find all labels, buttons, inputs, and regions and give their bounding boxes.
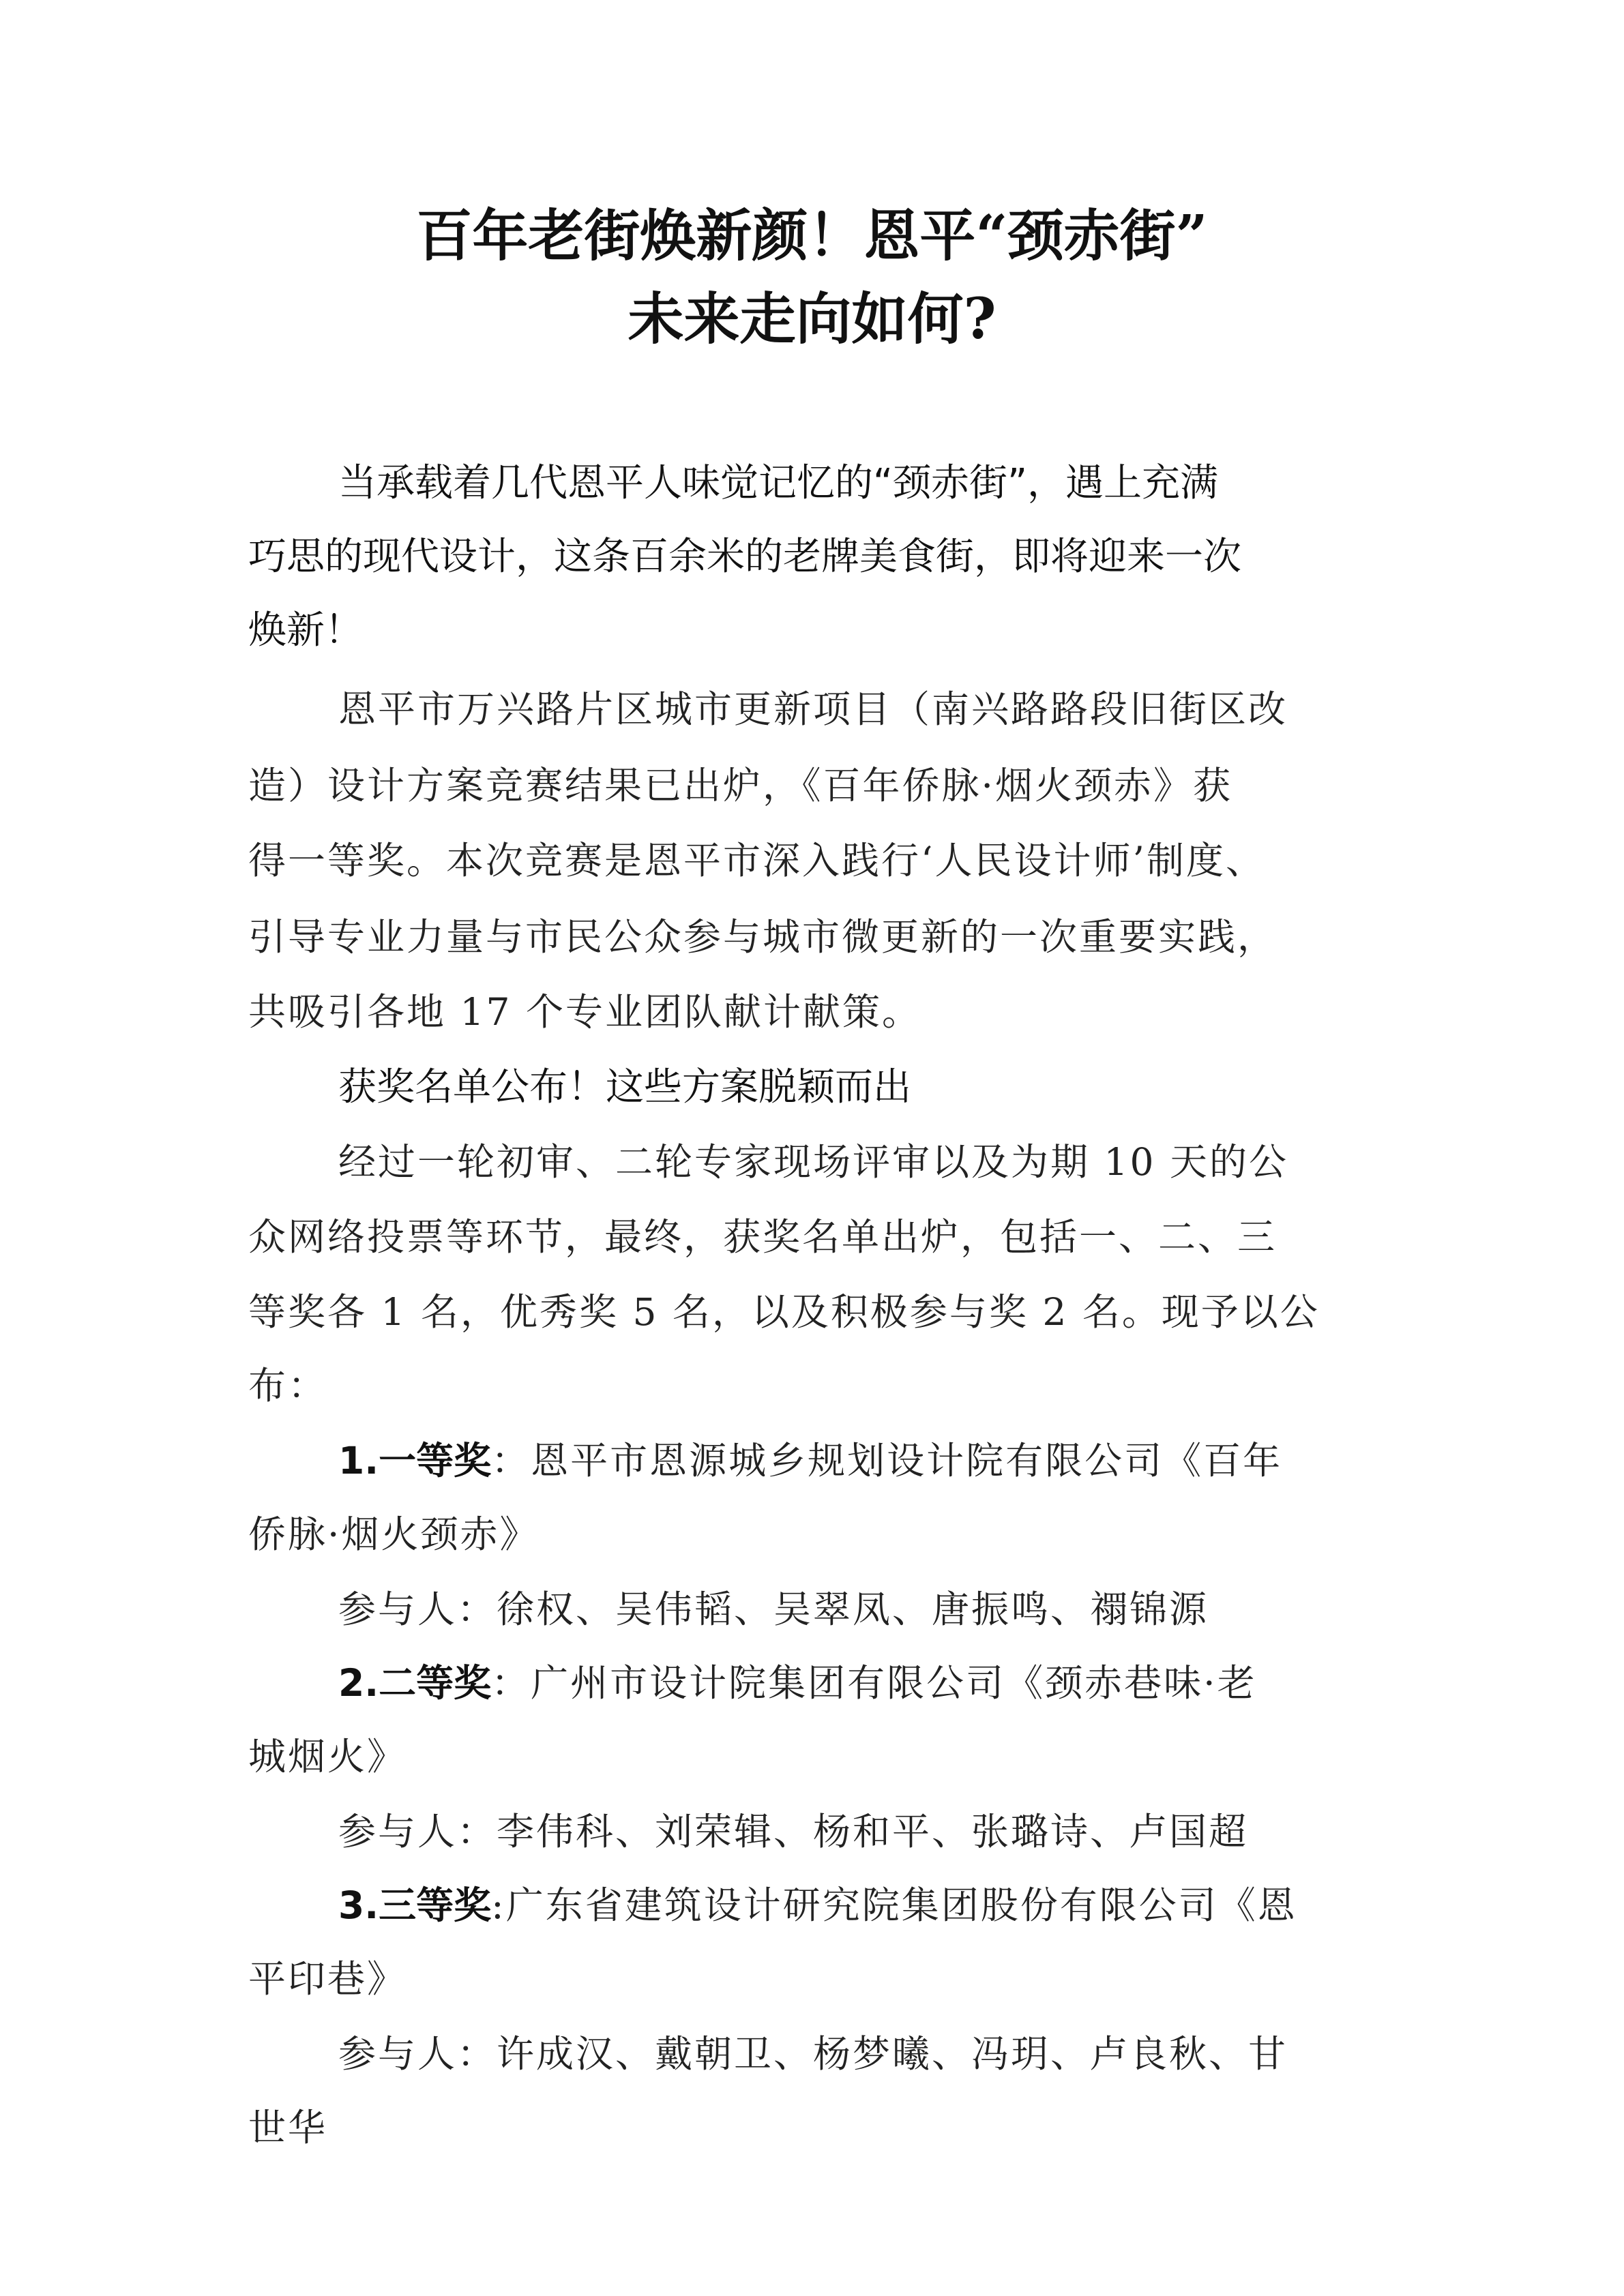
document-title-line-1: 百年老街焕新颜！恩平“颈赤街” — [416, 203, 1208, 269]
award-1-line-1 — [338, 1431, 1282, 1485]
intro-line-2: 巧思的现代设计，这条百余米的老牌美食街，即将迎来一次 — [248, 535, 1241, 579]
para2-line-3: 等奖各 1 名，优秀奖 5 名，以及积极参与奖 2 名。现予以公 — [248, 1290, 1320, 1334]
para1-line-3: 得一等奖。本次竞赛是恩平市深入践行‘人民设计师’制度、 — [248, 839, 1265, 882]
para1-line-2: 造）设计方案竞赛结果已出炉，《百年侨脉·烟火颈赤》获 — [248, 764, 1232, 807]
para2-line-4: 布： — [248, 1364, 328, 1407]
award-1-participants: 参与人：徐权、吴伟韬、吴翠凤、唐振鸣、禤锦源 — [338, 1587, 1209, 1631]
para1-line-5: 共吸引各地 17 个专业团队献计献策。 — [248, 990, 921, 1034]
award-3-participants-line-2: 世华 — [248, 2106, 328, 2149]
document-title-line-2: 未来走向如何? — [628, 286, 996, 352]
award-1-line-2: 侨脉·烟火颈赤》 — [248, 1512, 540, 1556]
award-3-line-2: 平印巷》 — [248, 1957, 407, 2001]
intro-line-1: 当承载着几代恩平人味觉记忆的“颈赤街”，遇上充满 — [338, 461, 1219, 505]
award-2-line-1 — [338, 1653, 1257, 1707]
award-3-line-1 — [338, 1875, 1297, 1929]
section-heading: 获奖名单公布！这些方案脱颖而出 — [338, 1065, 911, 1109]
award-1-text: ：恩平市恩源城乡规划设计院有限公司《百年 — [491, 1439, 1283, 1482]
award-2-participants: 参与人：李伟科、刘荣辑、杨和平、张璐诗、卢国超 — [338, 1810, 1249, 1853]
award-2-line-2: 城烟火》 — [248, 1735, 407, 1778]
award-1-label: 1.一等奖 — [338, 1439, 492, 1482]
para2-line-1: 经过一轮初审、二轮专家现场评审以及为期 10 天的公 — [338, 1140, 1288, 1184]
award-2-text: ：广州市设计院集团有限公司《颈赤巷味·老 — [491, 1661, 1257, 1705]
para1-line-1: 恩平市万兴路片区城市更新项目（南兴路路段旧街区改 — [338, 687, 1288, 731]
award-2-label: 2.二等奖 — [338, 1661, 492, 1705]
intro-line-3: 焕新！ — [248, 608, 363, 653]
para2-line-2: 众网络投票等环节，最终，获奖名单出炉，包括一、二、三 — [248, 1215, 1278, 1259]
award-3-participants-line-1: 参与人：许成汉、戴朝卫、杨梦曦、冯玥、卢良秋、甘 — [338, 2032, 1288, 2076]
award-3-text: :广东省建筑设计研究院集团股份有限公司《恩 — [491, 1883, 1297, 1927]
award-3-label: 3.三等奖 — [338, 1883, 492, 1927]
para1-line-4: 引导专业力量与市民公众参与城市微更新的一次重要实践， — [248, 915, 1278, 959]
